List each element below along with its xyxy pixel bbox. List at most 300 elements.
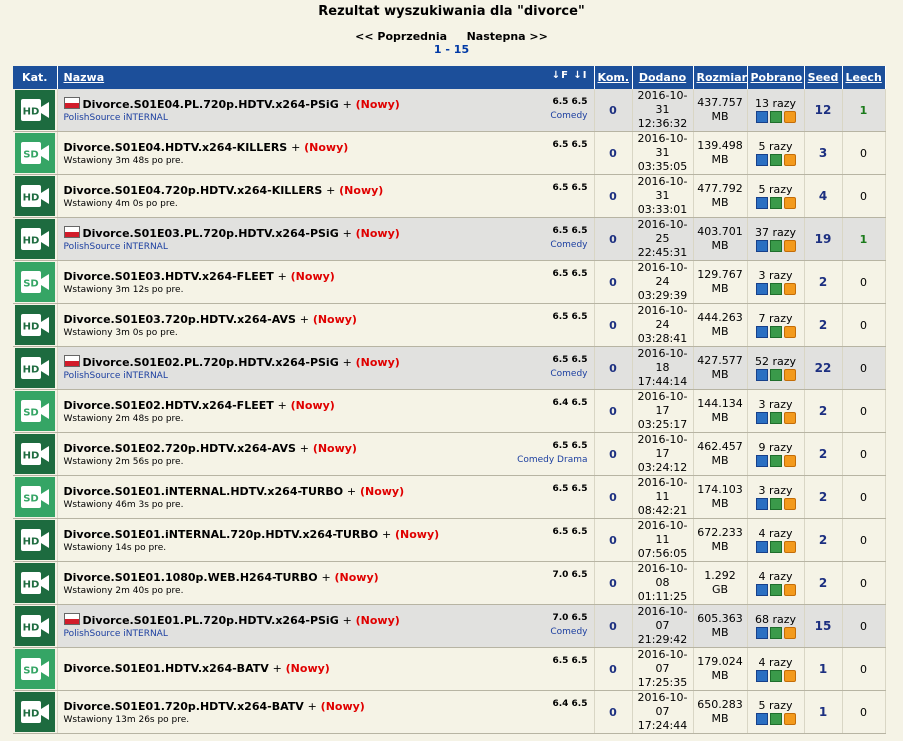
- pager: [0, 30, 903, 56]
- torrent-link[interactable]: Divorce.S01E01.720p.HDTV.x264-BATV: [63, 699, 304, 713]
- size-unit: MB: [711, 196, 729, 209]
- torrent-subtitle: Wstawiony 14s po pre.: [63, 542, 167, 553]
- svg-text:HD: HD: [22, 235, 40, 247]
- table-row: [13, 218, 885, 261]
- download-icon[interactable]: [756, 111, 768, 123]
- torrent-subtitle: PolishSource iNTERNAL: [63, 629, 168, 639]
- rating: 6.5 6.5: [552, 140, 588, 150]
- added-time: 12:36:32: [637, 117, 688, 130]
- add-icon[interactable]: +: [326, 183, 336, 197]
- size-cell: [693, 691, 747, 734]
- seed-count[interactable]: 2: [804, 476, 842, 519]
- download-count: 4 razy: [758, 526, 793, 540]
- seed-count[interactable]: 2: [804, 519, 842, 562]
- download-count: 68 razy: [754, 612, 797, 626]
- torrent-name-cell: [57, 605, 594, 648]
- rss-icon[interactable]: [784, 584, 796, 596]
- add-icon[interactable]: +: [321, 570, 331, 584]
- added-date-cell: [632, 175, 693, 218]
- download-icon[interactable]: [756, 412, 768, 424]
- rss-icon[interactable]: [784, 369, 796, 381]
- torrent-name-cell: [57, 175, 594, 218]
- download-alt-icon[interactable]: [770, 412, 782, 424]
- torrent-name-cell: [57, 562, 594, 605]
- added-date-cell: [632, 347, 693, 390]
- table-row: [13, 132, 885, 175]
- category-cell[interactable]: [13, 89, 57, 132]
- header-kom[interactable]: Kom.: [594, 66, 632, 89]
- category-cell[interactable]: [13, 476, 57, 519]
- download-icon[interactable]: [756, 713, 768, 725]
- add-icon[interactable]: +: [277, 398, 287, 412]
- download-icon[interactable]: [756, 541, 768, 553]
- torrent-link[interactable]: Divorce.S01E01.1080p.WEB.H264-TURBO: [63, 570, 318, 584]
- category-cell[interactable]: [13, 562, 57, 605]
- size-unit: MB: [711, 282, 729, 295]
- rating: 6.5 6.5: [552, 312, 588, 322]
- table-row: [13, 261, 885, 304]
- rating: 6.5 6.5: [552, 97, 588, 107]
- added-time: 03:33:01: [637, 203, 688, 216]
- rss-icon[interactable]: [784, 154, 796, 166]
- download-alt-icon[interactable]: [770, 498, 782, 510]
- table-row: [13, 605, 885, 648]
- size-unit: MB: [711, 368, 729, 381]
- comments-count[interactable]: 0: [594, 132, 632, 175]
- rating: 6.5 6.5: [552, 527, 588, 537]
- add-icon[interactable]: +: [342, 356, 352, 369]
- comments-count[interactable]: 0: [594, 261, 632, 304]
- downloads-cell: [747, 476, 804, 519]
- category-cell[interactable]: [13, 304, 57, 347]
- size-cell: [693, 347, 747, 390]
- new-badge: (Nowy): [312, 312, 357, 326]
- downloads-cell: [747, 304, 804, 347]
- torrent-name-cell: [57, 433, 594, 476]
- svg-text:HD: HD: [22, 622, 40, 634]
- rating: 6.5 6.5: [552, 183, 588, 193]
- category-cell[interactable]: [13, 519, 57, 562]
- comments-count[interactable]: 0: [594, 218, 632, 261]
- added-date: 2016-10-31: [637, 89, 688, 116]
- added-date: 2016-10-11: [637, 519, 688, 546]
- header-nazwa-label[interactable]: Nazwa: [63, 71, 105, 84]
- download-alt-icon[interactable]: [770, 455, 782, 467]
- category-cell[interactable]: [13, 390, 57, 433]
- size-value: 437.757: [697, 96, 743, 109]
- size-cell: [693, 605, 747, 648]
- size-cell: [693, 562, 747, 605]
- download-icon[interactable]: [756, 584, 768, 596]
- downloads-cell: [747, 605, 804, 648]
- download-alt-icon[interactable]: [770, 670, 782, 682]
- category-cell[interactable]: [13, 347, 57, 390]
- add-icon[interactable]: +: [291, 140, 301, 154]
- torrent-link[interactable]: Divorce.S01E03.HDTV.x264-FLEET: [63, 269, 274, 283]
- add-icon[interactable]: +: [277, 269, 287, 283]
- svg-text:HD: HD: [22, 106, 40, 118]
- download-icon[interactable]: [756, 455, 768, 467]
- download-icon[interactable]: [756, 627, 768, 639]
- hd-video-icon[interactable]: [15, 520, 55, 560]
- page-range[interactable]: 1 - 15: [433, 43, 470, 56]
- rss-icon[interactable]: [784, 713, 796, 725]
- seed-count[interactable]: 2: [804, 390, 842, 433]
- added-date: 2016-10-07: [637, 648, 688, 675]
- download-icon[interactable]: [756, 154, 768, 166]
- added-time: 17:44:14: [637, 375, 688, 388]
- size-unit: MB: [711, 626, 729, 639]
- size-cell: [693, 433, 747, 476]
- torrent-subtitle: Wstawiony 2m 56s po pre.: [63, 456, 184, 467]
- leech-count: 1: [842, 218, 885, 261]
- downloads-cell: [747, 433, 804, 476]
- size-cell: [693, 175, 747, 218]
- header-pobrano[interactable]: Pobrano: [747, 66, 804, 89]
- added-time: 21:29:42: [637, 633, 688, 646]
- header-leech[interactable]: Leech: [842, 66, 885, 89]
- rss-icon[interactable]: [784, 111, 796, 123]
- category-cell[interactable]: [13, 605, 57, 648]
- added-date-cell: [632, 648, 693, 691]
- added-time: 17:25:35: [637, 676, 688, 689]
- category-cell[interactable]: [13, 261, 57, 304]
- category-cell[interactable]: [13, 218, 57, 261]
- table-row: [13, 175, 885, 218]
- download-count: 4 razy: [758, 569, 793, 583]
- comments-count[interactable]: 0: [594, 562, 632, 605]
- comments-count[interactable]: 0: [594, 605, 632, 648]
- seed-count[interactable]: 2: [804, 261, 842, 304]
- rss-icon[interactable]: [784, 627, 796, 639]
- added-time: 07:56:05: [637, 547, 688, 560]
- download-alt-icon[interactable]: [770, 111, 782, 123]
- rss-icon[interactable]: [784, 283, 796, 295]
- size-cell: [693, 132, 747, 175]
- download-alt-icon[interactable]: [770, 326, 782, 338]
- torrent-name-cell: [57, 89, 594, 132]
- added-date-cell: [632, 261, 693, 304]
- added-date: 2016-10-11: [637, 476, 688, 503]
- download-icon[interactable]: [756, 197, 768, 209]
- new-badge: (Nowy): [359, 484, 405, 498]
- sort-icon[interactable]: ↓F ↓I: [551, 70, 588, 81]
- size-unit: MB: [711, 239, 729, 252]
- leech-count: 0: [842, 390, 885, 433]
- size-unit: GB: [711, 583, 729, 596]
- comments-count[interactable]: 0: [594, 648, 632, 691]
- added-date-cell: [632, 605, 693, 648]
- table-row: [13, 347, 885, 390]
- genre: Comedy Drama: [517, 455, 588, 465]
- torrent-link[interactable]: Divorce.S01E01.PL.720p.HDTV.x264-PSiG: [82, 614, 339, 627]
- rating: 6.5 6.5: [552, 656, 588, 666]
- leech-count: 0: [842, 175, 885, 218]
- torrent-subtitle: Wstawiony 4m 0s po pre.: [63, 198, 178, 209]
- leech-count: 0: [842, 605, 885, 648]
- download-count: 13 razy: [754, 96, 797, 110]
- poland-flag-icon: [64, 613, 80, 625]
- added-time: 03:24:12: [637, 461, 688, 474]
- genre: Comedy: [550, 369, 588, 379]
- seed-count[interactable]: 2: [804, 562, 842, 605]
- add-icon[interactable]: +: [307, 699, 317, 713]
- page-title: Rezultat wyszukiwania dla "divorce": [318, 4, 585, 19]
- hd-video-icon[interactable]: [15, 305, 55, 345]
- comments-count[interactable]: 0: [594, 347, 632, 390]
- hd-video-icon[interactable]: [15, 348, 55, 388]
- download-alt-icon[interactable]: [770, 197, 782, 209]
- torrent-name-cell: [57, 347, 594, 390]
- download-alt-icon[interactable]: [770, 541, 782, 553]
- leech-count: 0: [842, 648, 885, 691]
- add-icon[interactable]: +: [346, 484, 357, 498]
- torrent-link[interactable]: Divorce.S01E03.PL.720p.HDTV.x264-PSiG: [82, 227, 339, 240]
- size-value: 427.577: [697, 354, 743, 367]
- table-row: [13, 519, 885, 562]
- hd-video-icon[interactable]: [15, 219, 55, 259]
- download-count: 7 razy: [758, 311, 793, 325]
- next-page-link[interactable]: Nastepna >>: [466, 30, 548, 43]
- seed-count[interactable]: 12: [804, 89, 842, 132]
- svg-text:SD: SD: [23, 665, 39, 677]
- category-cell[interactable]: [13, 433, 57, 476]
- download-icon[interactable]: [756, 670, 768, 682]
- download-alt-icon[interactable]: [770, 240, 782, 252]
- downloads-cell: [747, 218, 804, 261]
- torrent-link[interactable]: Divorce.S01E04.720p.HDTV.x264-KILLERS: [63, 183, 323, 197]
- results-table: [13, 66, 886, 734]
- header-rozmiar[interactable]: Rozmiar: [693, 66, 747, 89]
- torrent-link[interactable]: Divorce.S01E02.PL.720p.HDTV.x264-PSiG: [82, 356, 339, 369]
- size-value: 672.233: [697, 526, 743, 539]
- size-value: 477.792: [697, 182, 743, 195]
- add-icon[interactable]: +: [342, 98, 352, 111]
- torrent-name-cell: [57, 132, 594, 175]
- new-badge: (Nowy): [334, 570, 379, 584]
- download-alt-icon[interactable]: [770, 283, 782, 295]
- svg-text:HD: HD: [22, 450, 40, 462]
- torrent-name-cell: [57, 691, 594, 734]
- download-count: 3 razy: [758, 397, 793, 411]
- size-unit: MB: [711, 497, 729, 510]
- torrent-link[interactable]: Divorce.S01E04.PL.720p.HDTV.x264-PSiG: [82, 98, 339, 111]
- download-icon[interactable]: [756, 498, 768, 510]
- torrent-link[interactable]: Divorce.S01E01.HDTV.x264-BATV: [63, 661, 269, 675]
- rss-icon[interactable]: [784, 541, 796, 553]
- size-unit: MB: [711, 669, 729, 682]
- download-alt-icon[interactable]: [770, 713, 782, 725]
- added-date: 2016-10-25: [637, 218, 688, 245]
- new-badge: (Nowy): [355, 356, 400, 369]
- poland-flag-icon: [64, 226, 80, 238]
- added-time: 03:28:41: [637, 332, 688, 345]
- torrent-subtitle: PolishSource iNTERNAL: [63, 113, 168, 123]
- seed-count[interactable]: 1: [804, 648, 842, 691]
- rss-icon[interactable]: [784, 498, 796, 510]
- torrent-name-cell: [57, 390, 594, 433]
- rss-icon[interactable]: [784, 197, 796, 209]
- add-icon[interactable]: +: [381, 527, 392, 541]
- torrent-subtitle: Wstawiony 2m 40s po pre.: [63, 585, 184, 596]
- torrent-name-cell: [57, 304, 594, 347]
- header-dodano[interactable]: Dodano: [632, 66, 693, 89]
- added-date-cell: [632, 89, 693, 132]
- comments-count[interactable]: 0: [594, 175, 632, 218]
- size-value: 605.363: [697, 612, 743, 625]
- comments-count[interactable]: 0: [594, 390, 632, 433]
- size-value: 462.457: [697, 440, 743, 453]
- added-date: 2016-10-07: [637, 605, 688, 632]
- new-badge: (Nowy): [290, 398, 335, 412]
- added-time: 22:45:31: [637, 246, 688, 259]
- added-date-cell: [632, 691, 693, 734]
- size-unit: MB: [711, 110, 729, 123]
- sd-video-icon[interactable]: [15, 262, 55, 302]
- seed-count[interactable]: 19: [804, 218, 842, 261]
- added-time: 01:11:25: [637, 590, 688, 603]
- size-value: 444.263: [697, 311, 743, 324]
- torrent-name-cell: [57, 519, 594, 562]
- download-alt-icon[interactable]: [770, 154, 782, 166]
- downloads-cell: [747, 347, 804, 390]
- hd-video-icon[interactable]: [15, 692, 55, 732]
- added-date: 2016-10-17: [637, 390, 688, 417]
- seed-count[interactable]: 15: [804, 605, 842, 648]
- new-badge: (Nowy): [285, 661, 330, 675]
- rss-icon[interactable]: [784, 240, 796, 252]
- added-time: 03:35:05: [637, 160, 688, 173]
- size-cell: [693, 89, 747, 132]
- category-cell[interactable]: [13, 691, 57, 734]
- comments-count[interactable]: 0: [594, 476, 632, 519]
- download-icon[interactable]: [756, 369, 768, 381]
- new-badge: (Nowy): [339, 183, 384, 197]
- comments-count[interactable]: 0: [594, 433, 632, 476]
- download-icon[interactable]: [756, 283, 768, 295]
- prev-page-link[interactable]: << Poprzednia: [355, 30, 448, 43]
- rss-icon[interactable]: [784, 455, 796, 467]
- download-icon[interactable]: [756, 326, 768, 338]
- added-date-cell: [632, 390, 693, 433]
- seed-count[interactable]: 2: [804, 304, 842, 347]
- torrent-subtitle: Wstawiony 46m 3s po pre.: [63, 499, 184, 510]
- hd-video-icon[interactable]: [15, 176, 55, 216]
- seed-count[interactable]: 1: [804, 691, 842, 734]
- leech-count: 1: [842, 89, 885, 132]
- torrent-link[interactable]: Divorce.S01E01.iNTERNAL.720p.HDTV.x264-TURBO: [63, 527, 379, 541]
- torrent-link[interactable]: Divorce.S01E03.720p.HDTV.x264-AVS: [63, 312, 296, 326]
- sd-video-icon[interactable]: [15, 133, 55, 173]
- size-unit: MB: [711, 540, 729, 553]
- hd-video-icon[interactable]: [15, 434, 55, 474]
- genre: Comedy: [550, 627, 588, 637]
- results-body: [13, 89, 885, 734]
- comments-count[interactable]: 0: [594, 304, 632, 347]
- download-alt-icon[interactable]: [770, 627, 782, 639]
- downloads-cell: [747, 132, 804, 175]
- svg-text:HD: HD: [22, 192, 40, 204]
- download-count: 52 razy: [754, 354, 797, 368]
- rss-icon[interactable]: [784, 670, 796, 682]
- hd-video-icon[interactable]: [15, 606, 55, 646]
- sd-video-icon[interactable]: [15, 391, 55, 431]
- rating: 7.0 6.5: [552, 570, 588, 580]
- table-row: [13, 691, 885, 734]
- seed-count[interactable]: 2: [804, 433, 842, 476]
- seed-count[interactable]: 22: [804, 347, 842, 390]
- size-value: 144.134: [697, 397, 743, 410]
- seed-count[interactable]: 3: [804, 132, 842, 175]
- table-row: [13, 89, 885, 132]
- added-date: 2016-10-31: [637, 175, 688, 202]
- size-value: 174.103: [697, 483, 743, 496]
- comments-count[interactable]: 0: [594, 691, 632, 734]
- category-cell[interactable]: [13, 175, 57, 218]
- torrent-link[interactable]: Divorce.S01E02.HDTV.x264-FLEET: [63, 398, 274, 412]
- rss-icon[interactable]: [784, 412, 796, 424]
- sd-video-icon[interactable]: [15, 477, 55, 517]
- poland-flag-icon: [64, 355, 80, 367]
- rss-icon[interactable]: [784, 326, 796, 338]
- add-icon[interactable]: +: [299, 441, 309, 455]
- header-seed[interactable]: Seed: [804, 66, 842, 89]
- add-icon[interactable]: +: [342, 614, 352, 627]
- leech-count: 0: [842, 691, 885, 734]
- table-row: [13, 648, 885, 691]
- download-count: 5 razy: [758, 698, 793, 712]
- category-cell[interactable]: [13, 132, 57, 175]
- comments-count[interactable]: 0: [594, 89, 632, 132]
- add-icon[interactable]: +: [342, 227, 352, 240]
- added-date: 2016-10-08: [637, 562, 688, 589]
- sd-video-icon[interactable]: [15, 649, 55, 689]
- download-alt-icon[interactable]: [770, 584, 782, 596]
- leech-count: 0: [842, 562, 885, 605]
- added-time: 03:29:39: [637, 289, 688, 302]
- download-count: 4 razy: [758, 655, 793, 669]
- torrent-link[interactable]: Divorce.S01E01.iNTERNAL.HDTV.x264-TURBO: [63, 484, 344, 498]
- leech-count: 0: [842, 304, 885, 347]
- table-row: [13, 304, 885, 347]
- added-date-cell: [632, 304, 693, 347]
- leech-count: 0: [842, 261, 885, 304]
- torrent-name-cell: [57, 218, 594, 261]
- hd-video-icon[interactable]: [15, 90, 55, 130]
- genre: Comedy: [550, 240, 588, 250]
- comments-count[interactable]: 0: [594, 519, 632, 562]
- torrent-link[interactable]: Divorce.S01E02.720p.HDTV.x264-AVS: [63, 441, 296, 455]
- category-cell[interactable]: [13, 648, 57, 691]
- add-icon[interactable]: +: [272, 661, 282, 675]
- download-alt-icon[interactable]: [770, 369, 782, 381]
- added-date: 2016-10-31: [637, 132, 688, 159]
- seed-count[interactable]: 4: [804, 175, 842, 218]
- size-value: 179.024: [697, 655, 743, 668]
- download-icon[interactable]: [756, 240, 768, 252]
- downloads-cell: [747, 691, 804, 734]
- added-date: 2016-10-24: [637, 304, 688, 331]
- added-date-cell: [632, 218, 693, 261]
- table-row: [13, 390, 885, 433]
- torrent-subtitle: Wstawiony 3m 0s po pre.: [63, 327, 178, 338]
- header-nazwa[interactable]: [57, 66, 594, 89]
- torrent-link[interactable]: Divorce.S01E04.HDTV.x264-KILLERS: [63, 140, 288, 154]
- add-icon[interactable]: +: [299, 312, 309, 326]
- downloads-cell: [747, 562, 804, 605]
- hd-video-icon[interactable]: [15, 563, 55, 603]
- download-count: 5 razy: [758, 182, 793, 196]
